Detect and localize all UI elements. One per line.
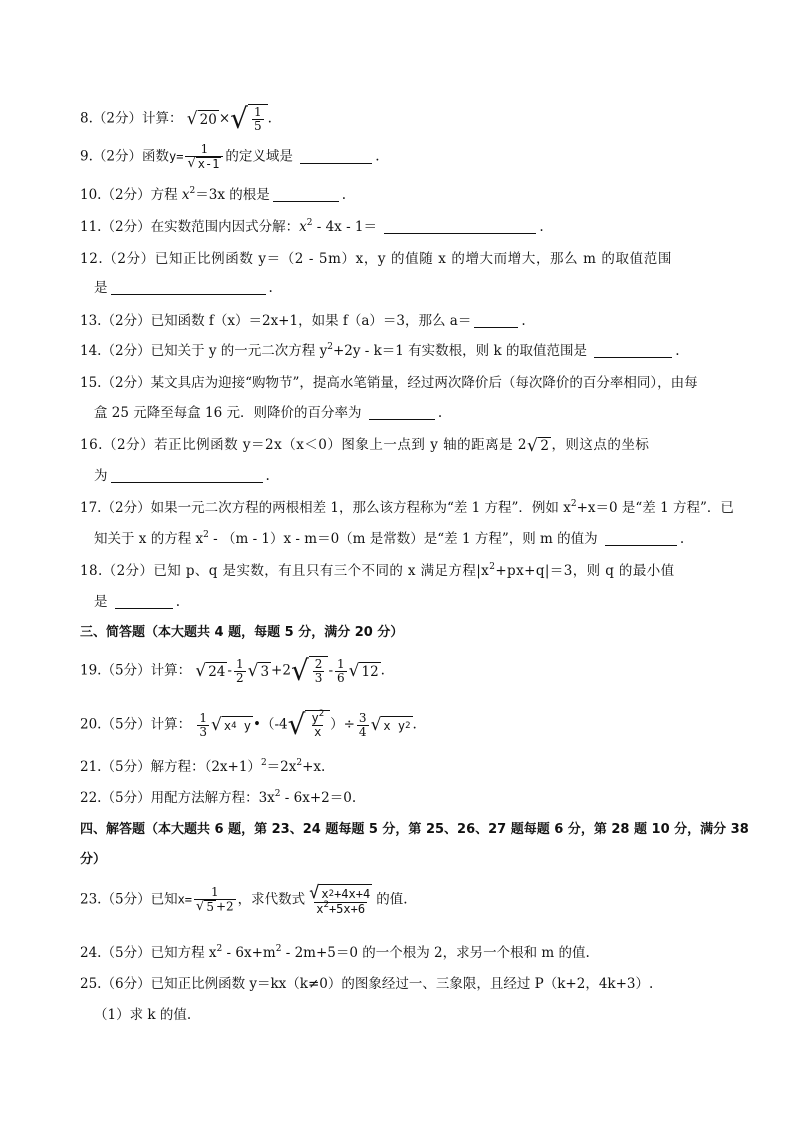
question-8: 8.（2分）计算： √ 20 × √ $\frac{1}{5}$ . <box>80 102 272 135</box>
answer-blank[interactable] <box>115 594 173 609</box>
question-12-cont: 是 . <box>94 280 273 296</box>
question-23: 23.（5分）已知x= 1 √ 5 +2 ，求代数式 √ x 2 +4x+4 $x^2+5x+6$ 的值. <box>80 883 408 916</box>
question-17-cont: 知关于 x 的方程 $x^2 - (m - 1)x - m=0(m$ 是常数）是“差 1 方程”，则 m 的值为 . <box>94 530 685 547</box>
question-20: 20.（5分）计算： $\frac{1}{3}$ √ x 4 y •（-4 √ $\frac{y^2}{x}$ ）÷ $\frac{3}{4}$ √ x y 2 . <box>80 708 417 741</box>
answer-blank[interactable] <box>300 149 372 164</box>
sqrt-2: √ 2 <box>527 435 550 456</box>
question-10: 10.（2分）方程 $x^2=3x$ 的根是 . <box>80 186 347 203</box>
answer-blank[interactable] <box>594 343 672 358</box>
question-24: 24.（5分）已知方程 $x^2 - 6x+m^2 - 2m+5=0$ 的一个根为 2，求另一个根和 m 的值. <box>80 944 590 961</box>
question-12: 12.（2分）已知正比例函数 y＝（2 - 5m）x，y 的值随 x 的增大而增大，那么 m 的取值范围 <box>80 251 672 267</box>
question-16-cont: 为 . <box>94 468 270 484</box>
question-text: 计算： <box>141 110 183 127</box>
sqrt-fraction: √ $\frac{1}{5}$ <box>230 104 267 134</box>
question-18-cont: 是 . <box>94 594 181 610</box>
answer-blank[interactable] <box>384 219 536 234</box>
question-number: 8. <box>80 110 93 127</box>
fraction: 1 √ x-1 <box>185 143 223 171</box>
question-17: 17.（2分）如果一元二次方程的两根相差 1，那么该方程称为“差 1 方程”．例如 $x^2+x=0$ 是“差 1 方程”．已 <box>80 499 734 516</box>
question-14: 14.（2分）已知关于 y 的一元二次方程 $y^2+2y - k=1$ 有实数根，则 k 的取值范围是 . <box>80 342 680 359</box>
question-18: 18.（2分）已知 p、q 是实数，有且只有三个不同的 x 满足方程$|x^2+px+q|=3$，则 q 的最小值 <box>80 562 675 579</box>
answer-blank[interactable] <box>474 313 518 328</box>
question-11: 11.（2分）在实数范围内因式分解：$x^2 - 4x - 1=$ . <box>80 218 544 235</box>
question-9: 9.（2分）函数y= 1 √ x-1 的定义域是 . <box>80 142 380 171</box>
section-3-heading: 三、简答题（本大题共 4 题，每题 5 分，满分 20 分） <box>80 625 404 640</box>
question-15: 15.（2分）某文具店为迎接“购物节”，提高水笔销量，经过两次降价后（每次降价的百分率相同），由每 <box>80 375 698 391</box>
answer-blank[interactable] <box>273 187 339 202</box>
answer-blank[interactable] <box>111 468 263 483</box>
question-22: 22.（5分）用配方法解方程：$3x^2 - 6x+2=0$. <box>80 789 357 806</box>
question-19: 19.（5分）计算： √ 24 - $\frac{1}{2}$ √ 3 +2 √ $\frac{2}{3}$ - $\frac{1}{6}$ √ 12 . <box>80 654 385 687</box>
section-4-heading: 四、解答题（本大题共 6 题，第 23、24 题每题 5 分，第 25、26、27 题每题 6 分，第 28 题 10 分，满分 38 <box>80 822 749 837</box>
question-25-part-1: （1）求 k 的值. <box>94 1007 192 1023</box>
points: （2分） <box>92 110 142 127</box>
sqrt-20: √ 20 <box>186 109 217 129</box>
question-16: 16.（2分）若正比例函数 y＝2x（x＜0）图象上一点到 y 轴的距离是 2 √ 2 ，则这点的坐标 <box>80 435 650 456</box>
answer-blank[interactable] <box>111 280 266 295</box>
section-4-heading-cont: 分） <box>80 852 107 867</box>
question-15-cont: 盒 25 元降至每盒 16 元．则降价的百分率为 . <box>94 405 443 421</box>
answer-blank[interactable] <box>369 405 435 420</box>
question-21: 21.（5分）解方程：$(2x+1)^2=2x^2+x$. <box>80 758 326 775</box>
answer-blank[interactable] <box>605 531 677 546</box>
question-13: 13.（2分）已知函数 f（x）＝2x+1，如果 f（a）＝3，那么 a＝ . <box>80 313 526 329</box>
question-25: 25.（6分）已知正比例函数 y＝kx（k≠0）的图象经过一、三象限，且经过 P（k+2，4k+3）. <box>80 976 654 992</box>
